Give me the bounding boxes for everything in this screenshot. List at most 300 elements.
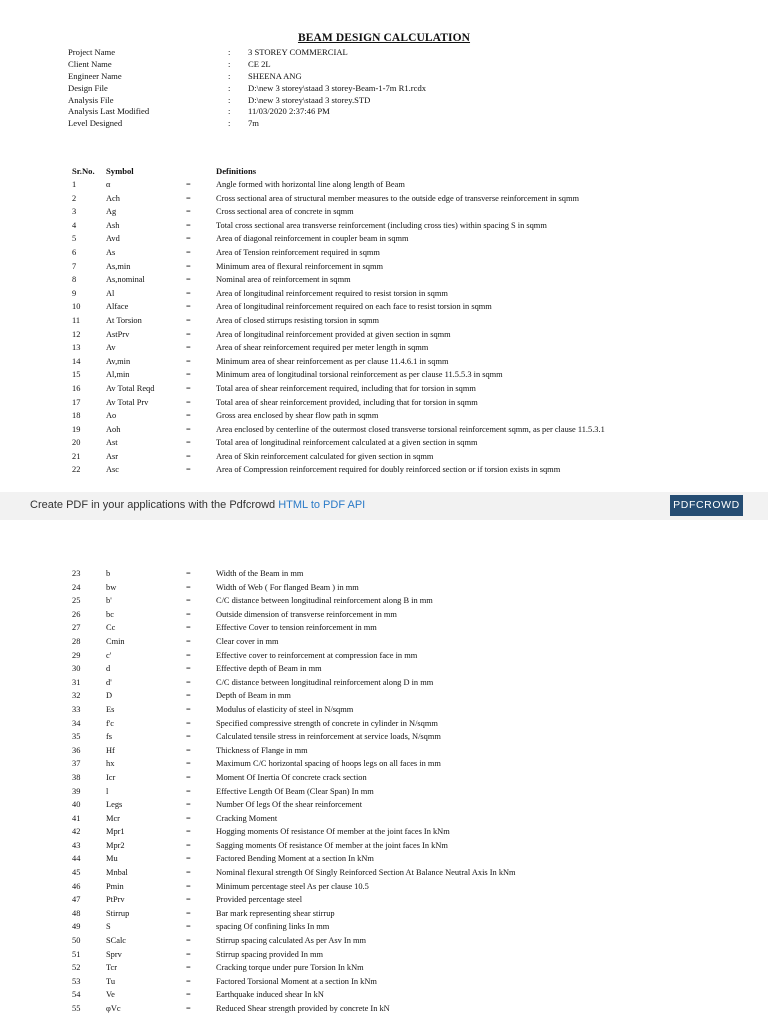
row-number: 54	[72, 990, 81, 1000]
row-definition: Sagging moments Of resistance Of member at the joint faces In kNm	[216, 840, 448, 850]
row-symbol: c'	[106, 650, 112, 660]
table-row	[72, 975, 712, 989]
row-definition: Area of shear reinforcement required per meter length in sqmm	[216, 343, 429, 353]
row-number: 29	[72, 650, 81, 660]
row-definition: Bar mark representing shear stirrup	[216, 908, 335, 918]
row-equals: =	[186, 220, 191, 230]
row-number: 15	[72, 370, 81, 380]
row-definition: Area enclosed by centerline of the outermost closed transverse torsional reinforcement sqmm, as per clause 11.5.3.1	[216, 424, 605, 434]
html-to-pdf-api-link[interactable]: HTML to PDF API	[278, 499, 366, 511]
row-equals: =	[186, 664, 191, 674]
table-row	[72, 450, 712, 464]
info-separator: :	[228, 118, 231, 129]
table-row	[72, 852, 712, 866]
row-symbol: Icr	[106, 772, 116, 782]
row-symbol: Tcr	[106, 963, 118, 973]
row-number: 34	[72, 718, 81, 728]
row-equals: =	[186, 288, 191, 298]
row-equals: =	[186, 383, 191, 393]
row-definition: Provided percentage steel	[216, 895, 303, 905]
row-number: 53	[72, 976, 81, 986]
row-definition: Area of Tension reinforcement required in sqmm	[216, 247, 380, 257]
row-definition: Total area of longitudinal reinforcement calculated at a given section in sqmm	[216, 438, 478, 448]
row-number: 37	[72, 759, 81, 769]
table-row	[72, 703, 712, 717]
row-definition: Hogging moments Of resistance Of member at the joint faces In kNm	[216, 827, 450, 837]
info-value: 3 STOREY COMMERCIAL	[248, 47, 348, 57]
row-symbol: Al,min	[106, 370, 130, 380]
row-symbol: Asc	[106, 465, 120, 475]
row-symbol: Aoh	[106, 424, 121, 434]
row-number: 32	[72, 691, 81, 701]
row-symbol: Av Total Prv	[106, 397, 149, 407]
table-row	[72, 581, 712, 595]
row-definition: Effective cover to reinforcement at compression face in mm	[216, 650, 418, 660]
row-symbol: Tu	[106, 976, 116, 986]
row-number: 13	[72, 343, 81, 353]
row-number: 36	[72, 745, 81, 755]
info-value: D:\new 3 storey\staad 3 storey-Beam-1-7m R1.rcdx	[248, 82, 427, 93]
row-equals: =	[186, 976, 191, 986]
row-equals: =	[186, 1004, 191, 1013]
definitions-table-part1	[72, 178, 712, 477]
row-definition: Area of Compression reinforcement required for doubly reinforced section or if torsion exists in sqmm	[216, 465, 561, 475]
document-title: BEAM DESIGN CALCULATION	[297, 32, 471, 44]
info-value: 7m	[248, 118, 259, 129]
info-value: D:\new 3 storey\staad 3 storey.STD	[248, 94, 371, 105]
row-definition: C/C distance between longitudinal reinforcement along B in mm	[216, 596, 433, 606]
row-equals: =	[186, 636, 191, 646]
table-row	[72, 771, 712, 785]
row-number: 14	[72, 356, 81, 366]
row-definition: Depth of Beam in mm	[216, 691, 291, 701]
row-number: 52	[72, 963, 81, 973]
row-definition: Earthquake induced shear In kN	[216, 990, 324, 1000]
row-definition: Minimum area of longitudinal torsional reinforcement as per clause 11.5.5.3 in sqmm	[216, 370, 503, 380]
row-symbol: Avd	[106, 234, 120, 244]
row-equals: =	[186, 677, 191, 687]
row-definition: Area of closed stirrups resisting torsion in sqmm	[216, 315, 380, 325]
row-number: 44	[72, 854, 81, 864]
row-symbol: Ach	[106, 193, 120, 203]
row-number: 48	[72, 908, 81, 918]
pdfcrowd-banner	[0, 492, 768, 520]
row-symbol: Ve	[106, 990, 115, 1000]
row-symbol: Legs	[106, 800, 123, 810]
info-separator: :	[228, 58, 231, 69]
row-definition: Minimum percentage steel As per clause 10.5	[216, 881, 369, 891]
row-symbol: Stirrup	[106, 908, 130, 918]
table-row	[72, 594, 712, 608]
row-equals: =	[186, 745, 191, 755]
row-symbol: b	[106, 569, 111, 578]
row-symbol: Asr	[106, 451, 119, 461]
row-definition: Effective depth of Beam in mm	[216, 664, 322, 674]
row-definition: Nominal area of reinforcement in sqmm	[216, 275, 351, 285]
info-row	[68, 106, 668, 118]
row-symbol: D	[106, 691, 113, 701]
row-definition: Factored Bending Moment at a section In kNm	[216, 854, 374, 864]
row-definition: Number Of legs Of the shear reinforcement	[216, 800, 363, 810]
row-equals: =	[186, 370, 191, 380]
row-symbol: Mu	[106, 854, 118, 864]
table-row	[72, 730, 712, 744]
row-equals: =	[186, 827, 191, 837]
row-symbol: bw	[106, 582, 117, 592]
row-symbol: Alface	[106, 302, 129, 312]
table-row	[72, 341, 712, 355]
table-row	[72, 689, 712, 703]
table-row	[72, 961, 712, 975]
row-definition: Total area of shear reinforcement provided, including that for torsion in sqmm	[216, 397, 478, 407]
row-definition: Area of longitudinal reinforcement required on each face to resist torsion in sqmm	[216, 302, 492, 312]
table-row	[72, 744, 712, 758]
row-equals: =	[186, 868, 191, 878]
info-label: Level Designed	[68, 118, 123, 129]
row-number: 39	[72, 786, 81, 796]
row-symbol: Ag	[106, 207, 117, 217]
row-definition: Minimum area of shear reinforcement as per clause 11.4.6.1 in sqmm	[216, 356, 449, 366]
row-number: 1	[72, 180, 77, 189]
table-row	[72, 893, 712, 907]
row-number: 2	[72, 193, 77, 203]
row-symbol: bc	[106, 609, 114, 619]
row-symbol: d	[106, 664, 111, 674]
row-symbol: fs	[106, 732, 113, 742]
row-number: 12	[72, 329, 81, 339]
row-equals: =	[186, 569, 191, 578]
row-equals: =	[186, 343, 191, 353]
row-equals: =	[186, 302, 191, 312]
row-equals: =	[186, 732, 191, 742]
table-row	[72, 757, 712, 771]
row-definition: Nominal flexural strength Of Singly Reinforced Section At Balance Neutral Axis In kNm	[216, 868, 516, 878]
row-equals: =	[186, 275, 191, 285]
info-value: 11/03/2020 2:37:46 PM	[248, 106, 330, 117]
table-row	[72, 273, 712, 287]
table-row	[72, 988, 712, 1002]
row-number: 55	[72, 1004, 81, 1013]
row-symbol: α	[106, 180, 111, 189]
row-number: 7	[72, 261, 77, 271]
row-equals: =	[186, 718, 191, 728]
table-row	[72, 948, 712, 962]
table-row	[72, 205, 712, 219]
row-symbol: As,min	[106, 261, 131, 271]
row-definition: Calculated tensile stress in reinforcement at service loads, N/sqmm	[216, 732, 441, 742]
info-separator: :	[228, 47, 231, 57]
row-equals: =	[186, 465, 191, 475]
row-symbol: S	[106, 922, 111, 932]
row-number: 26	[72, 609, 81, 619]
row-equals: =	[186, 234, 191, 244]
row-equals: =	[186, 582, 191, 592]
row-symbol: Mpr2	[106, 840, 125, 850]
row-number: 11	[72, 315, 81, 325]
row-definition: Area of Skin reinforcement calculated for given section in sqmm	[216, 451, 434, 461]
row-definition: Width of the Beam in mm	[216, 569, 304, 578]
row-definition: Reduced Shear strength provided by concrete In kN	[216, 1004, 390, 1013]
row-equals: =	[186, 908, 191, 918]
table-row	[72, 314, 712, 328]
row-definition: Cross sectional area of concrete in sqmm	[216, 207, 354, 217]
table-row	[72, 1002, 712, 1016]
info-label: Project Name	[68, 47, 116, 57]
table-row	[72, 287, 712, 301]
table-row	[72, 717, 712, 731]
table-row	[72, 920, 712, 934]
row-number: 23	[72, 569, 81, 578]
row-equals: =	[186, 315, 191, 325]
row-definition: Stirrup spacing calculated As per Asv In mm	[216, 936, 367, 946]
row-definition: Cross sectional area of structural member measures to the outside edge of transverse reinforcement in sqmm	[216, 193, 580, 203]
table-row	[72, 368, 712, 382]
row-symbol: l	[106, 786, 109, 796]
definitions-table-part2	[72, 567, 712, 1016]
table-row	[72, 396, 712, 410]
table-row	[72, 798, 712, 812]
info-separator: :	[228, 106, 231, 117]
row-equals: =	[186, 397, 191, 407]
row-number: 49	[72, 922, 81, 932]
row-definition: Minimum area of flexural reinforcement in sqmm	[216, 261, 383, 271]
row-equals: =	[186, 704, 191, 714]
row-number: 21	[72, 451, 81, 461]
table-row	[72, 676, 712, 690]
row-number: 18	[72, 411, 81, 421]
table-row	[72, 825, 712, 839]
row-definition: Angle formed with horizontal line along length of Beam	[216, 180, 405, 189]
info-row	[68, 59, 668, 71]
banner-prefix: Create PDF in your applications with the Pdfcrowd	[30, 499, 279, 511]
row-number: 10	[72, 302, 81, 312]
row-symbol: Mnbal	[106, 868, 128, 878]
row-number: 9	[72, 288, 77, 298]
info-separator: :	[228, 82, 231, 93]
row-definition: Effective Cover to tension reinforcement in mm	[216, 623, 377, 633]
table-row	[72, 621, 712, 635]
row-symbol: φVc	[106, 1004, 121, 1013]
row-symbol: As,nominal	[106, 275, 145, 285]
table-row	[72, 436, 712, 450]
row-number: 27	[72, 623, 81, 633]
table-row	[72, 812, 712, 826]
info-label: Engineer Name	[68, 70, 122, 81]
table-row	[72, 839, 712, 853]
info-row	[68, 71, 668, 83]
row-definition: Factored Torsional Moment at a section In kNm	[216, 976, 377, 986]
row-definition: Gross area enclosed by shear flow path in sqmm	[216, 411, 379, 421]
row-number: 47	[72, 895, 81, 905]
info-separator: :	[228, 70, 231, 81]
table-row	[72, 463, 712, 477]
row-definition: Thickness of Flange in mm	[216, 745, 308, 755]
info-row	[68, 83, 668, 95]
row-equals: =	[186, 356, 191, 366]
row-number: 22	[72, 465, 81, 475]
table-row	[72, 866, 712, 880]
table-row	[72, 608, 712, 622]
row-equals: =	[186, 438, 191, 448]
pdfcrowd-button[interactable]: PDFCROWD	[670, 495, 743, 516]
row-symbol: Ash	[106, 220, 120, 230]
info-row	[68, 47, 668, 59]
row-number: 16	[72, 383, 81, 393]
row-number: 42	[72, 827, 81, 837]
row-definition: Cracking torque under pure Torsion In kNm	[216, 963, 364, 973]
row-definition: spacing Of confining links In mm	[216, 922, 330, 932]
row-equals: =	[186, 895, 191, 905]
table-row	[72, 219, 712, 233]
row-equals: =	[186, 650, 191, 660]
row-number: 51	[72, 949, 81, 959]
row-equals: =	[186, 623, 191, 633]
table-row	[72, 246, 712, 260]
row-equals: =	[186, 854, 191, 864]
row-number: 3	[72, 207, 77, 217]
table-row	[72, 409, 712, 423]
row-number: 45	[72, 868, 81, 878]
row-number: 46	[72, 881, 81, 891]
row-symbol: Al	[106, 288, 115, 298]
row-symbol: Mpr1	[106, 827, 125, 837]
row-equals: =	[186, 936, 191, 946]
info-label: Design File	[68, 82, 108, 93]
row-definition: Stirrup spacing provided In mm	[216, 949, 323, 959]
row-number: 17	[72, 397, 81, 407]
row-definition: Outside dimension of transverse reinforcement in mm	[216, 609, 397, 619]
row-equals: =	[186, 193, 191, 203]
row-number: 8	[72, 275, 77, 285]
row-number: 24	[72, 582, 81, 592]
header-definitions: Definitions	[216, 166, 257, 176]
row-equals: =	[186, 261, 191, 271]
row-equals: =	[186, 207, 191, 217]
row-number: 28	[72, 636, 81, 646]
header-sr-no: Sr.No.	[72, 166, 95, 176]
table-row	[72, 880, 712, 894]
row-symbol: SCalc	[106, 936, 127, 946]
row-equals: =	[186, 451, 191, 461]
row-number: 6	[72, 247, 77, 257]
row-symbol: Sprv	[106, 949, 122, 959]
info-label: Analysis File	[68, 94, 114, 105]
banner-text	[30, 499, 365, 511]
row-equals: =	[186, 881, 191, 891]
table-row	[72, 785, 712, 799]
row-definition: Modulus of elasticity of steel in N/sqmm	[216, 704, 354, 714]
row-equals: =	[186, 609, 191, 619]
row-number: 33	[72, 704, 81, 714]
row-equals: =	[186, 922, 191, 932]
row-symbol: At Torsion	[106, 315, 142, 325]
row-number: 43	[72, 840, 81, 850]
row-definition: Total area of shear reinforcement required, including that for torsion in sqmm	[216, 383, 476, 393]
table-row	[72, 635, 712, 649]
row-symbol: PtPrv	[106, 895, 125, 905]
info-separator: :	[228, 94, 231, 105]
row-number: 35	[72, 732, 81, 742]
project-info	[68, 47, 668, 130]
row-symbol: Ao	[106, 411, 117, 421]
row-number: 31	[72, 677, 81, 687]
table-row	[72, 662, 712, 676]
row-symbol: f'c	[106, 718, 115, 728]
row-equals: =	[186, 800, 191, 810]
row-symbol: Es	[106, 704, 115, 714]
row-definition: Area of longitudinal reinforcement provided at given section in sqmm	[216, 329, 451, 339]
table-row	[72, 355, 712, 369]
info-label: Client Name	[68, 58, 112, 69]
definitions-table-header	[72, 165, 692, 178]
row-symbol: d'	[106, 677, 112, 687]
row-equals: =	[186, 840, 191, 850]
table-row	[72, 178, 712, 192]
row-number: 50	[72, 936, 81, 946]
header-symbol: Symbol	[106, 166, 134, 176]
row-symbol: Pmin	[106, 881, 124, 891]
row-symbol: b'	[106, 596, 112, 606]
row-number: 30	[72, 664, 81, 674]
row-equals: =	[186, 990, 191, 1000]
table-row	[72, 232, 712, 246]
row-definition: Effective Length Of Beam (Clear Span) In mm	[216, 786, 374, 796]
row-definition: Moment Of Inertia Of concrete crack section	[216, 772, 367, 782]
row-definition: C/C distance between longitudinal reinforcement along D in mm	[216, 677, 434, 687]
row-symbol: As	[106, 247, 116, 257]
table-row	[72, 567, 712, 581]
row-equals: =	[186, 949, 191, 959]
row-symbol: Cc	[106, 623, 116, 633]
row-symbol: Av,min	[106, 356, 131, 366]
row-equals: =	[186, 411, 191, 421]
info-value: CE 2L	[248, 58, 271, 69]
table-row	[72, 649, 712, 663]
row-definition: Total cross sectional area transverse reinforcement (including cross ties) within spacing S in sqmm	[216, 220, 547, 230]
row-definition: Area of diagonal reinforcement in coupler beam in sqmm	[216, 234, 409, 244]
info-value: SHEENA ANG	[248, 70, 302, 81]
row-equals: =	[186, 329, 191, 339]
info-row	[68, 118, 668, 130]
table-row	[72, 907, 712, 921]
row-equals: =	[186, 786, 191, 796]
row-equals: =	[186, 772, 191, 782]
row-equals: =	[186, 691, 191, 701]
row-equals: =	[186, 424, 191, 434]
row-symbol: Hf	[106, 745, 115, 755]
row-definition: Cracking Moment	[216, 813, 278, 823]
row-equals: =	[186, 596, 191, 606]
table-row	[72, 260, 712, 274]
row-number: 4	[72, 220, 77, 230]
row-equals: =	[186, 247, 191, 257]
row-symbol: AstPrv	[106, 329, 130, 339]
info-row	[68, 95, 668, 107]
row-equals: =	[186, 759, 191, 769]
table-row	[72, 934, 712, 948]
row-number: 20	[72, 438, 81, 448]
row-symbol: hx	[106, 759, 115, 769]
row-equals: =	[186, 180, 191, 189]
row-number: 40	[72, 800, 81, 810]
info-label: Analysis Last Modified	[68, 106, 150, 117]
table-row	[72, 300, 712, 314]
row-symbol: Mcr	[106, 813, 120, 823]
row-symbol: Av	[106, 343, 116, 353]
row-number: 41	[72, 813, 81, 823]
row-definition: Clear cover in mm	[216, 636, 279, 646]
row-definition: Specified compressive strength of concrete in cylinder in N/sqmm	[216, 718, 438, 728]
